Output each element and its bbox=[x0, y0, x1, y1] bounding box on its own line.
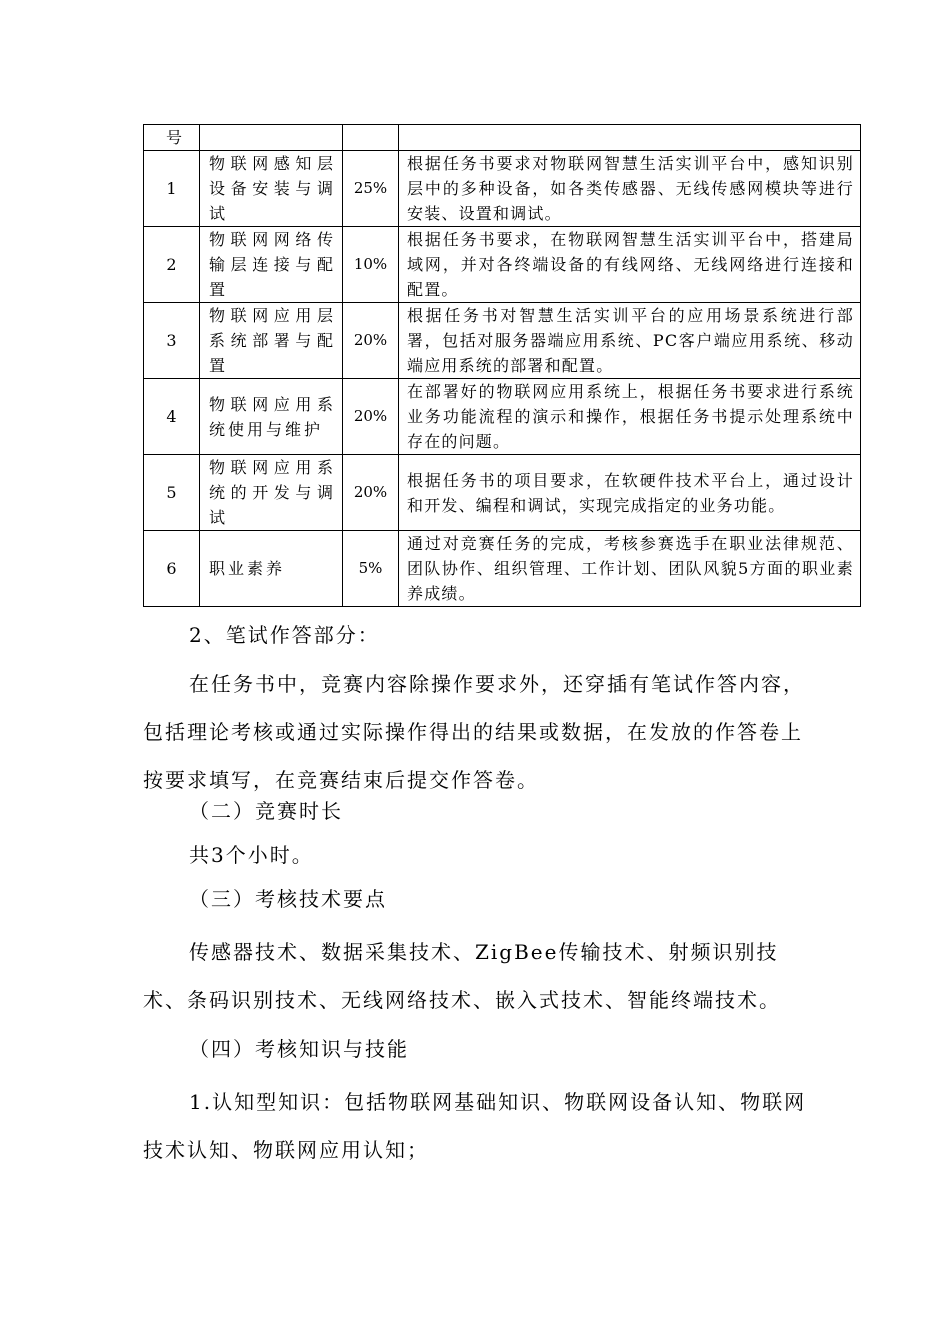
module-name: 物联网感知层设备安装与调试 bbox=[200, 151, 343, 227]
table-header-row bbox=[144, 125, 861, 151]
module-name: 职业素养 bbox=[200, 531, 343, 607]
weight-percent: 20% bbox=[343, 455, 399, 531]
row-number: 5 bbox=[144, 455, 200, 531]
module-name: 物联网网络传输层连接与配置 bbox=[200, 227, 343, 303]
table-row bbox=[144, 303, 861, 379]
knowledge-heading: （四）考核知识与技能 bbox=[189, 1037, 409, 1061]
row-number: 6 bbox=[144, 531, 200, 607]
header-cell-description bbox=[399, 125, 861, 151]
module-description: 根据任务书对智慧生活实训平台的应用场景系统进行部署，包括对服务器端应用系统、PC客户端应用系统、移动端应用系统的部署和配置。 bbox=[399, 303, 861, 379]
table-row bbox=[144, 151, 861, 227]
weight-percent: 20% bbox=[343, 379, 399, 455]
tech-points-text: 传感器技术、数据采集技术、ZigBee传输技术、射频识别技术、条码识别技术、无线网络技术、嵌入式技术、智能终端技术。 bbox=[143, 940, 781, 1012]
table-row bbox=[144, 531, 861, 607]
row-number: 1 bbox=[144, 151, 200, 227]
table-row bbox=[144, 227, 861, 303]
row-number: 4 bbox=[144, 379, 200, 455]
duration-text: 共3个小时。 bbox=[189, 843, 314, 867]
weight-percent: 10% bbox=[343, 227, 399, 303]
module-name: 物联网应用系统使用与维护 bbox=[200, 379, 343, 455]
header-cell-weight bbox=[343, 125, 399, 151]
tech-points-heading: （三）考核技术要点 bbox=[189, 887, 387, 911]
table-row bbox=[144, 379, 861, 455]
table-row bbox=[144, 455, 861, 531]
module-description: 在部署好的物联网应用系统上，根据任务书要求进行系统业务功能流程的演示和操作，根据任务书提示处理系统中存在的问题。 bbox=[399, 379, 861, 455]
weight-percent: 25% bbox=[343, 151, 399, 227]
module-description: 根据任务书要求，在物联网智慧生活实训平台中，搭建局域网，并对各终端设备的有线网络、无线网络进行连接和配置。 bbox=[399, 227, 861, 303]
module-description: 根据任务书要求对物联网智慧生活实训平台中，感知识别层中的多种设备，如各类传感器、无线传感网模块等进行安装、设置和调试。 bbox=[399, 151, 861, 227]
header-cell-no: 号 bbox=[144, 125, 200, 151]
row-number: 3 bbox=[144, 303, 200, 379]
module-name: 物联网应用系统的开发与调试 bbox=[200, 455, 343, 531]
module-description: 根据任务书的项目要求，在软硬件技术平台上，通过设计和开发、编程和调试，实现完成指定的业务功能。 bbox=[399, 455, 861, 531]
duration-heading: （二）竞赛时长 bbox=[189, 799, 343, 823]
row-number: 2 bbox=[144, 227, 200, 303]
module-description: 通过对竞赛任务的完成，考核参赛选手在职业法律规范、团队协作、组织管理、工作计划、团队风貌5方面的职业素养成绩。 bbox=[399, 531, 861, 607]
scoring-table bbox=[143, 124, 861, 607]
weight-percent: 20% bbox=[343, 303, 399, 379]
header-cell-module bbox=[200, 125, 343, 151]
knowledge-text: 1.认知型知识：包括物联网基础知识、物联网设备认知、物联网技术认知、物联网应用认知； bbox=[143, 1090, 807, 1162]
weight-percent: 5% bbox=[343, 531, 399, 607]
written-section-heading: 2、笔试作答部分： bbox=[189, 623, 380, 647]
module-name: 物联网应用层系统部署与配置 bbox=[200, 303, 343, 379]
written-section-text: 在任务书中，竞赛内容除操作要求外，还穿插有笔试作答内容，包括理论考核或通过实际操作得出的结果或数据，在发放的作答卷上按要求填写，在竞赛结束后提交作答卷。 bbox=[143, 672, 805, 792]
